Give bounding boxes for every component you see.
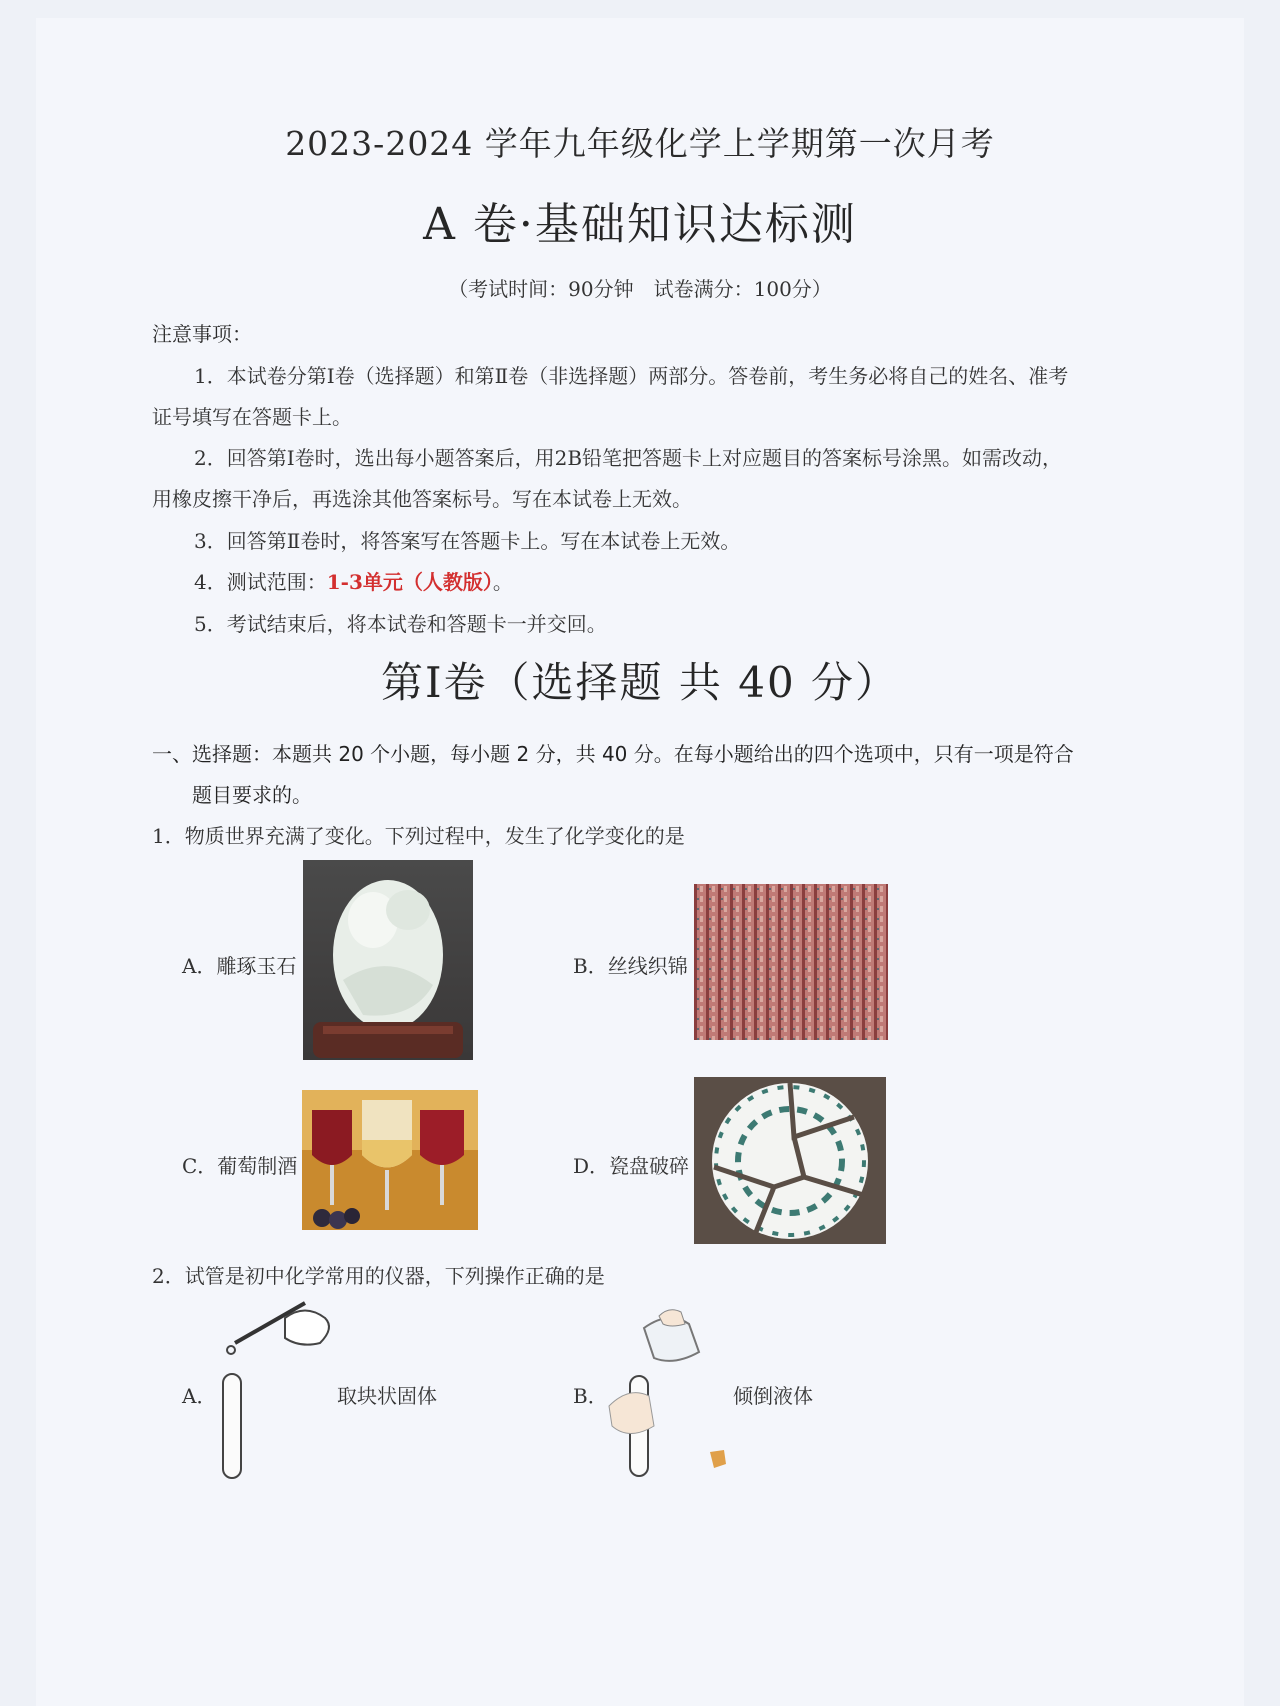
tweezers-solid-illustration bbox=[215, 1298, 345, 1484]
section-instruction-line-1: 一、选择题：本题共 20 个小题，每小题 2 分，共 40 分。在每小题给出的四个选项中，只有一项是符合 bbox=[152, 742, 1074, 766]
section-instruction-line-2: 题目要求的。 bbox=[192, 783, 312, 807]
notice-item-1-line-2: 证号填写在答题卡上。 bbox=[152, 405, 352, 429]
broken-plate-image bbox=[694, 1077, 886, 1244]
q2-option-a-letter: A． bbox=[182, 1384, 217, 1408]
exam-title: 2023-2024 学年九年级化学上学期第一次月考 bbox=[285, 124, 995, 163]
q1-option-d: D．瓷盘破碎 bbox=[573, 1154, 690, 1178]
section-title: 第Ⅰ卷（选择题 共 40 分） bbox=[380, 658, 900, 707]
notice-item-5: 5．考试结束后，将本试卷和答题卡一并交回。 bbox=[194, 612, 607, 636]
brocade-image bbox=[694, 884, 888, 1040]
q1-option-b: B．丝线织锦 bbox=[573, 954, 688, 978]
notice-item-1-line-1: 1．本试卷分第Ⅰ卷（选择题）和第Ⅱ卷（非选择题）两部分。答卷前，考生务必将自己的姓名、准考 bbox=[194, 364, 1069, 388]
q2-option-b-letter: B． bbox=[573, 1384, 608, 1408]
pouring-liquid-illustration bbox=[604, 1306, 738, 1478]
q1-option-a: A．雕琢玉石 bbox=[182, 954, 297, 978]
notice-heading: 注意事项： bbox=[152, 322, 252, 346]
jade-carving-image bbox=[303, 860, 473, 1060]
question-2-stem: 2．试管是初中化学常用的仪器，下列操作正确的是 bbox=[152, 1264, 605, 1288]
notice-item-3: 3．回答第Ⅱ卷时，将答案写在答题卡上。写在本试卷上无效。 bbox=[194, 529, 741, 553]
notice-item-4-suffix: 。 bbox=[492, 570, 513, 594]
q2-option-b-text: 倾倒液体 bbox=[733, 1384, 813, 1408]
wine-glasses-image bbox=[302, 1090, 478, 1230]
question-1-stem: 1．物质世界充满了变化。下列过程中，发生了化学变化的是 bbox=[152, 824, 685, 848]
exam-subtitle: A 卷·基础知识达标测 bbox=[423, 199, 857, 250]
notice-item-4 bbox=[194, 566, 513, 595]
q2-option-a-text: 取块状固体 bbox=[337, 1384, 437, 1408]
notice-item-2-line-1: 2．回答第Ⅰ卷时，选出每小题答案后，用2B铅笔把答题卡上对应题目的答案标号涂黑。如需改动， bbox=[194, 446, 1063, 470]
test-range: 1-3单元（人教版） bbox=[326, 570, 493, 594]
q1-option-c: C．葡萄制酒 bbox=[182, 1154, 298, 1178]
notice-item-2-line-2: 用橡皮擦干净后，再选涂其他答案标号。写在本试卷上无效。 bbox=[152, 487, 692, 511]
notice-item-4-prefix: 4．测试范围： bbox=[194, 570, 327, 594]
exam-info: （考试时间：90分钟 试卷满分：100分） bbox=[448, 277, 832, 301]
